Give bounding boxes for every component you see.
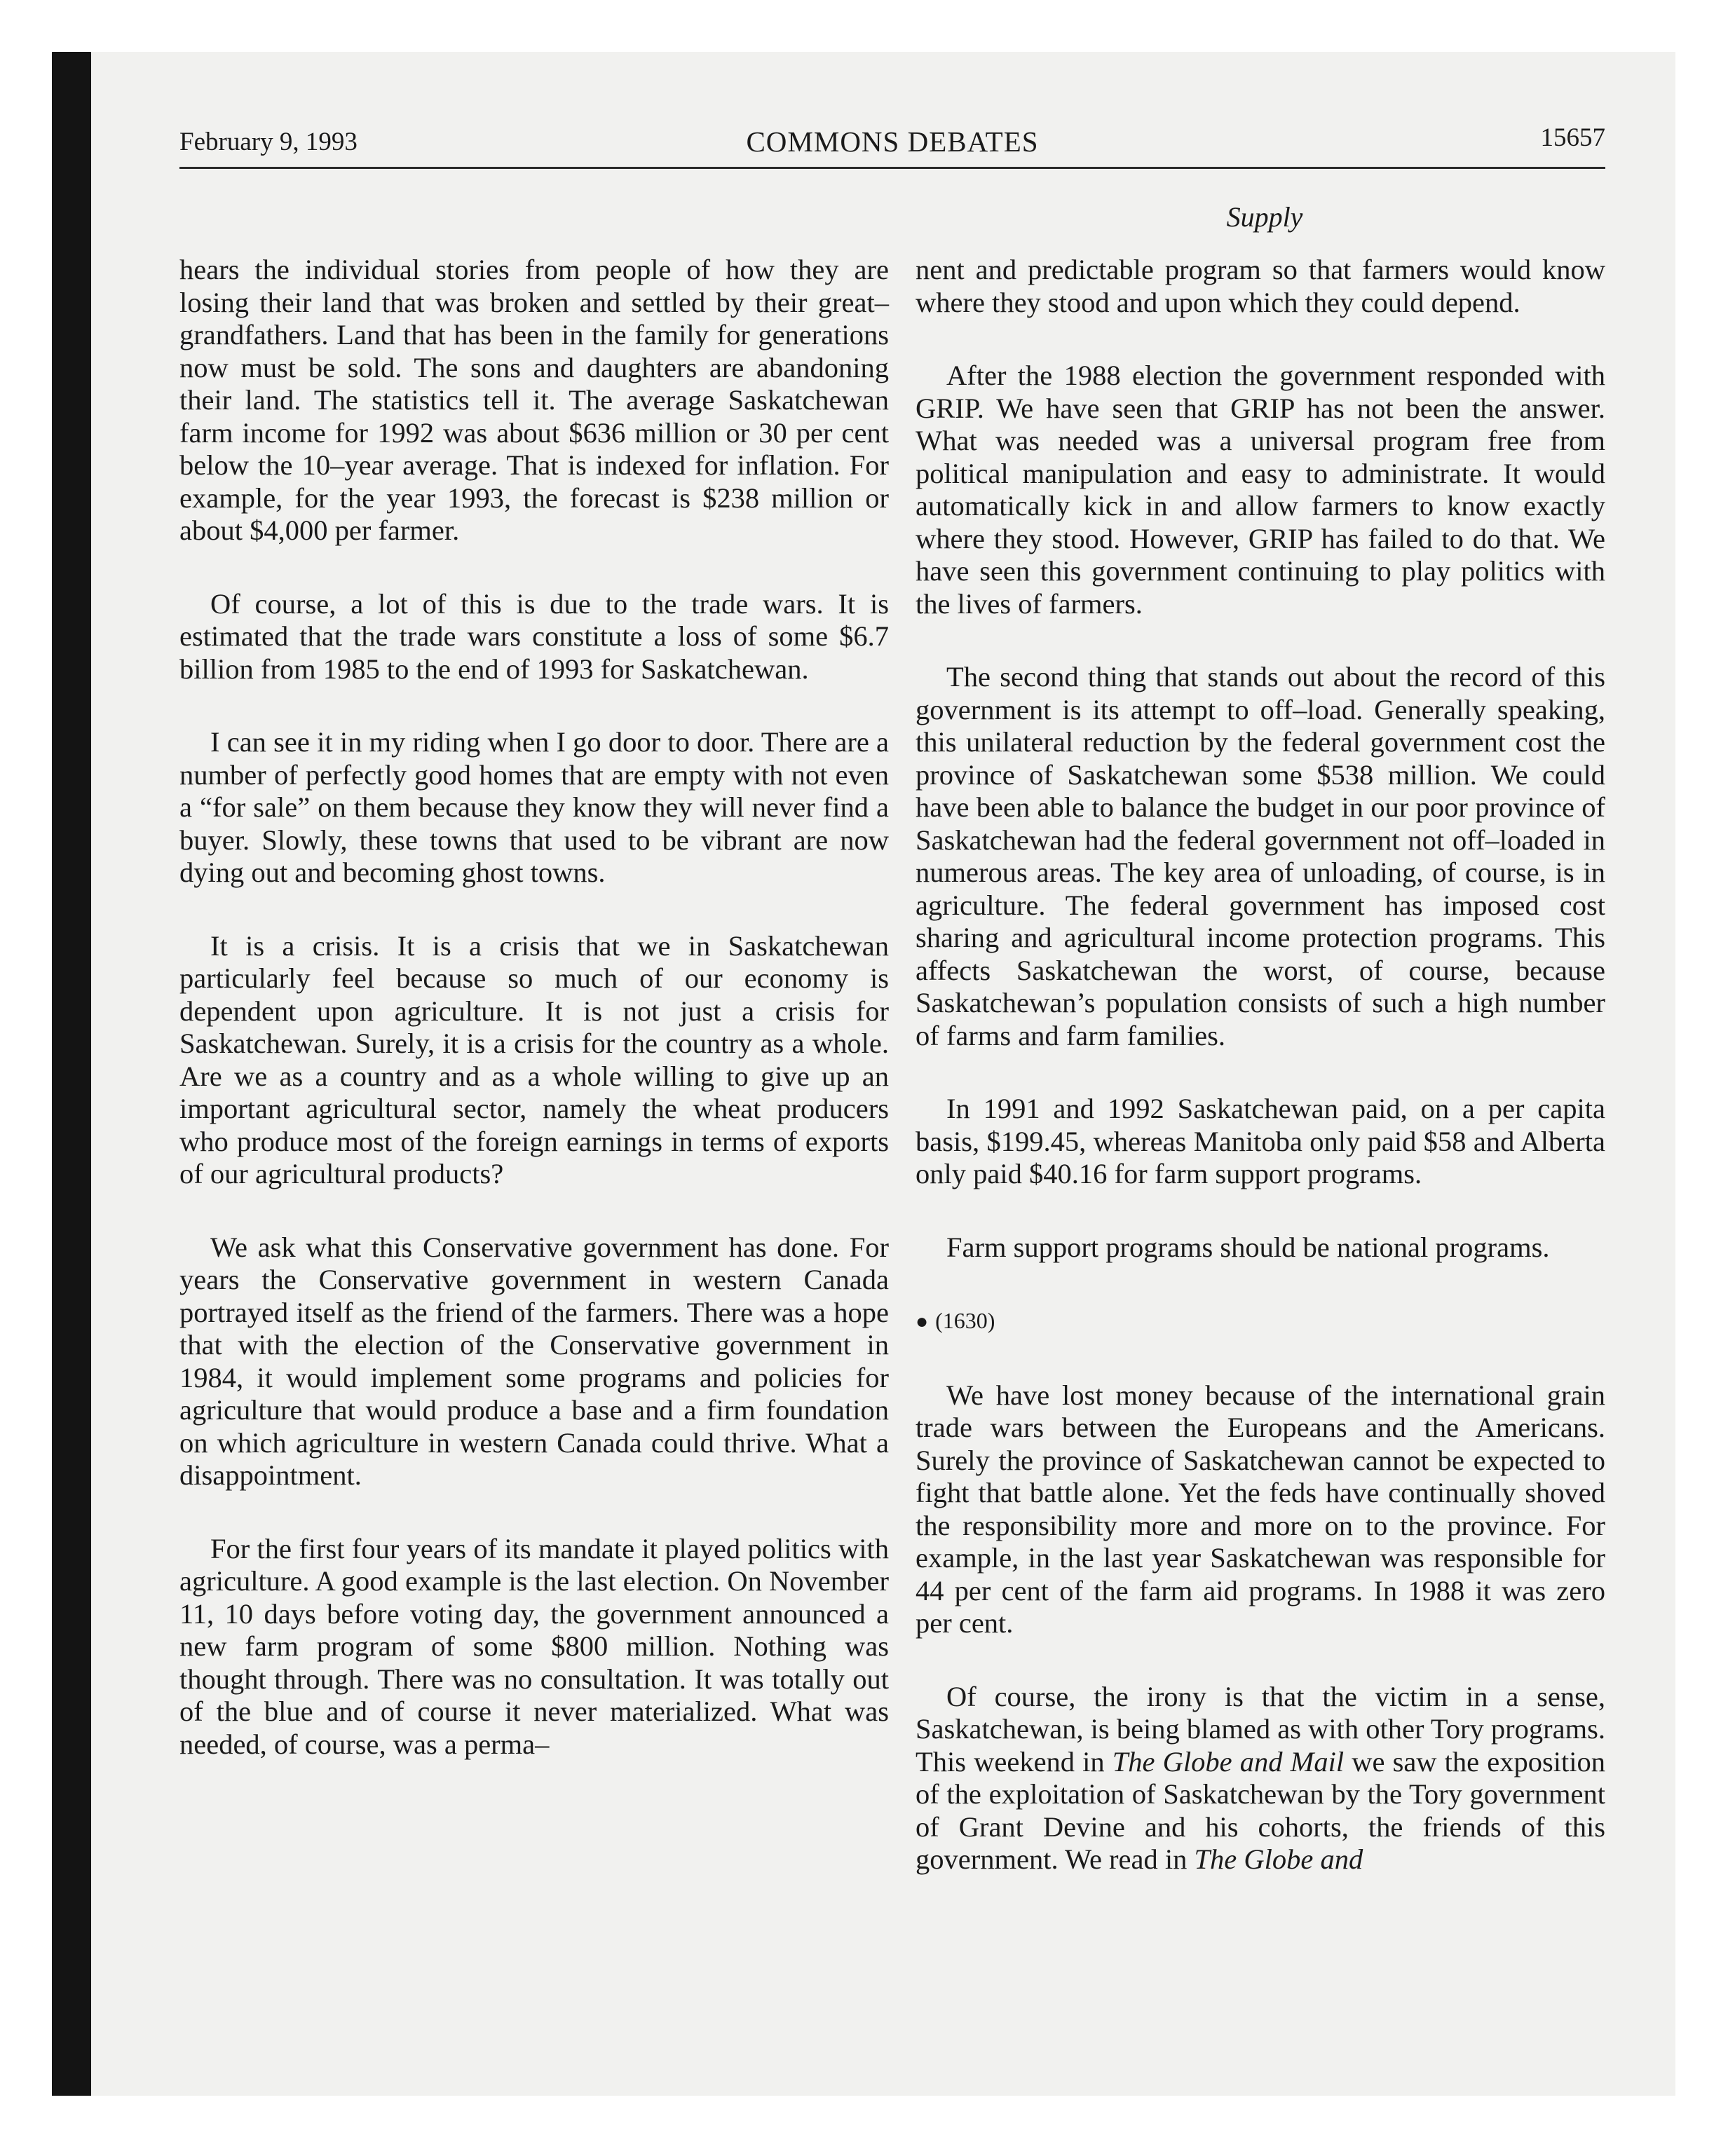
paragraph: I can see it in my riding when I go door to door. There are a number of perfectly good homes that are empty with not even a “for sale” on them because they know they will never find a buyer. Slowly, these towns that used to be vibrant are now dying out and becoming ghost towns. — [179, 726, 889, 888]
time-marker-label: (1630) — [935, 1308, 995, 1333]
paragraph: Farm support programs should be national programs. — [946, 1231, 1550, 1263]
paragraph: We ask what this Conservative government has done. For years the Conservative government in western Canada portrayed itself as the friend of the farmers. There was a hope that with the election of the Conservative government in 1984, it would implement some programs and policies for agriculture that would produce a base and a firm foundation on which agriculture in western Canada could thrive. What a disappointment. — [179, 1231, 889, 1491]
time-marker — [916, 1304, 1605, 1339]
binding-edge — [52, 52, 91, 2096]
page-header — [179, 123, 1605, 169]
bullet-icon: ● — [916, 1310, 929, 1333]
paragraph: In 1991 and 1992 Saskatchewan paid, on a per capita basis, $199.45, whereas Manitoba only paid $58 and Alberta only paid $40.16 for farm support programs. — [916, 1093, 1605, 1189]
paragraph: We have lost money because of the international grain trade wars between the Europeans and the Americans. Surely the province of Saskatchewan cannot be expected to fight that battle alone. Yet the feds have continually shoved the responsibility more and more on to the province. For example, in the last year Saskatchewan was responsible for 44 per cent of the farm aid programs. In 1988 it was zero per cent. — [916, 1379, 1605, 1639]
header-date: February 9, 1993 — [179, 128, 358, 156]
paragraph: It is a crisis. It is a crisis that we in Saskatchewan particularly feel because so much of our economy is dependent upon agriculture. It is not just a crisis for Saskatchewan. Surely, it is a crisis for the country as a whole. Are we as a country and as a whole willing to give up an important agricultural sector, namely the wheat producers who produce most of the foreign earnings in terms of exports of our agricultural products? — [179, 929, 889, 1189]
header-title: COMMONS DEBATES — [746, 125, 1039, 158]
paragraph: For the first four years of its mandate it played politics with agriculture. A good example is the last election. On November 11, 10 days before voting day, the government announced a new farm program of some $800 million. Nothing was thought through. There was no consultation. It was totally out of the blue and of course it never materialized. What was needed, of course, was a perma– — [179, 1532, 889, 1760]
paragraph — [916, 1681, 1605, 1876]
paragraph: hears the individual stories from people of how they are losing their land that was broken and settled by their great–grandfathers. Land that has been in the family for generations now must be sold. The sons and daughters are abandoning their land. The statistics tell it. The average Saskatchewan farm income for 1992 was about $636 million or 30 per cent below the 10–year average. That is indexed for inflation. For example, for the year 1993, the forecast is $238 million or about $4,000 per farmer. — [179, 254, 889, 546]
right-column — [916, 254, 1605, 1917]
left-column — [179, 254, 889, 1801]
paragraph-text: Of course, the irony is that the victim in a sense, Saskatchewan, is being blamed as with other Tory programs. This weekend in — [916, 1680, 1605, 1778]
paragraph: Of course, a lot of this is due to the trade wars. It is estimated that the trade wars constitute a loss of some $6.7 billion from 1985 to the end of 1993 for Saskatchewan. — [179, 587, 889, 685]
paragraph: The second thing that stands out about the record of this government is its attempt to off–load. Generally speaking, this unilateral reduction by the federal government cost the province of Saskatchewan some $538 million. We could have been able to balance the budget in our poor province of Saskatchewan had the federal government not off–loaded in numerous areas. The key area of unloading, of course, is in agriculture. The federal government has imposed cost sharing and agricultural income protection programs. This affects Saskatchewan the worst, of course, because Saskatchewan’s population consists of such a high number of farms and farm families. — [916, 661, 1605, 1051]
section-heading: Supply — [1226, 201, 1303, 233]
paragraph: nent and predictable program so that farmers would know where they stood and upon which they could depend. — [916, 254, 1605, 318]
publication-title: The Globe and Mail — [1112, 1745, 1345, 1778]
publication-title: The Globe and — [1194, 1843, 1363, 1875]
header-page-number: 15657 — [1540, 123, 1605, 152]
paragraph-text: we saw the exposition of the exploitation of Saskatchewan by the Tory government of Grant Devine and his cohorts, the friends of this government. We read in — [916, 1745, 1606, 1875]
paragraph: After the 1988 election the government responded with GRIP. We have seen that GRIP has not been the answer. What was needed was a universal program free from political manipulation and easy to administrate. It would automatically kick in and allow farmers to know exactly where they stood. However, GRIP has failed to do that. We have seen this government continuing to play politics with the lives of farmers. — [916, 360, 1605, 620]
